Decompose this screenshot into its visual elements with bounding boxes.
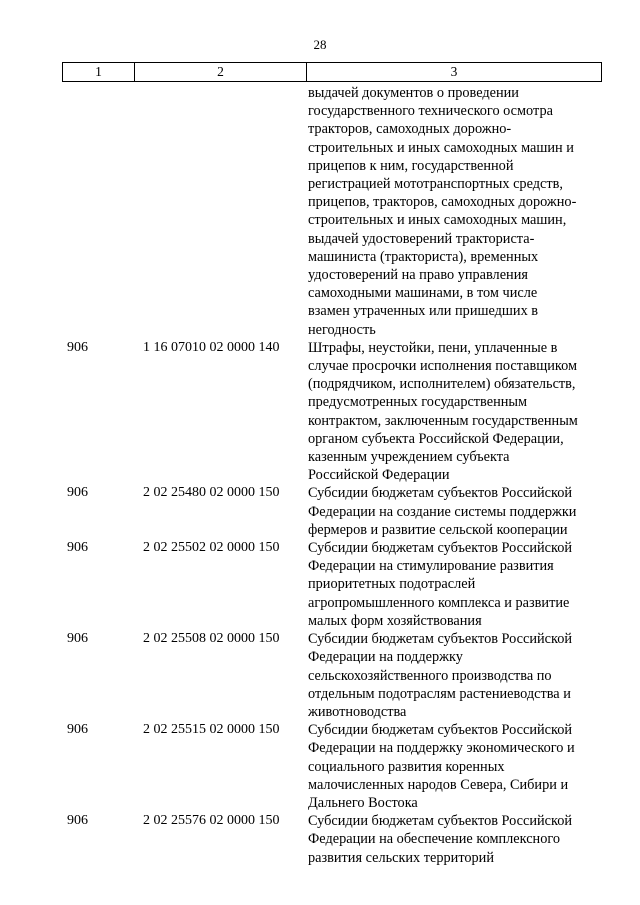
description-line: Субсидии бюджетам субъектов Российской	[308, 722, 573, 739]
description-line: отдельным подотраслям растениеводства и	[308, 685, 571, 702]
table-row	[0, 630, 640, 721]
description-line: Российской Федерации	[308, 467, 450, 484]
budget-code-cell: 2 02 25480 02 0000 150	[143, 485, 280, 501]
column-header-row	[63, 63, 602, 82]
description-cell	[308, 812, 600, 867]
description-line: регистрацией мототранспортных средств,	[308, 176, 563, 193]
description-line: тракторов, самоходных дорожно-	[308, 121, 512, 138]
budget-code-cell: 1 16 07010 02 0000 140	[143, 339, 280, 355]
description-line: органом субъекта Российской Федерации,	[308, 430, 564, 447]
description-cell	[308, 630, 600, 721]
description-line: Федерации на создание системы поддержки	[308, 503, 577, 520]
page-number: 28	[313, 37, 327, 52]
admin-code-cell: 906	[67, 485, 88, 501]
description-line: удостоверений на право управления	[308, 267, 528, 284]
description-line: казенным учреждением субъекта	[308, 449, 510, 466]
description-line: выдачей документов о проведении	[308, 85, 519, 101]
description-line: социального развития коренных	[308, 758, 505, 775]
table-row	[0, 484, 640, 539]
description-line: малых форм хозяйствования	[308, 612, 482, 629]
table-row	[0, 339, 640, 485]
description-line: агропромышленного комплекса и развитие	[308, 594, 570, 611]
column-header-2: 2	[135, 63, 307, 82]
description-line: предусмотренных государственным	[308, 394, 528, 411]
description-line: Субсидии бюджетам субъектов Российской	[308, 540, 573, 557]
description-line: выдачей удостоверений тракториста-	[308, 230, 535, 247]
description-line: прицепов, тракторов, самоходных дорожно-	[308, 194, 577, 211]
description-line: приоритетных подотраслей	[308, 576, 476, 593]
column-header-table	[62, 62, 602, 82]
budget-code-cell: 2 02 25508 02 0000 150	[143, 631, 280, 647]
budget-code-cell: 2 02 25515 02 0000 150	[143, 722, 280, 738]
description-line: взамен утраченных или пришедших в	[308, 303, 539, 320]
description-cell	[308, 484, 600, 539]
description-line: Субсидии бюджетам субъектов Российской	[308, 485, 573, 502]
description-cell	[308, 721, 600, 812]
table-row	[0, 84, 640, 339]
description-line: сельскохозяйственного производства по	[308, 667, 552, 684]
description-line: фермеров и развитие сельской кооперации	[308, 521, 568, 538]
description-cell	[308, 339, 600, 485]
description-line: строительных и иных самоходных машин,	[308, 212, 567, 229]
description-line: развития сельских территорий	[308, 849, 494, 866]
table-body	[0, 84, 640, 867]
description-line: Федерации на поддержку экономического и	[308, 740, 575, 757]
description-cell	[308, 84, 600, 339]
description-line: Субсидии бюджетам субъектов Российской	[308, 631, 573, 648]
admin-code-cell: 906	[67, 722, 88, 738]
description-line: Субсидии бюджетам субъектов Российской	[308, 813, 573, 830]
description-line: самоходными машинами, в том числе	[308, 285, 538, 302]
description-line: Федерации на стимулирование развития	[308, 558, 554, 575]
admin-code-cell: 906	[67, 540, 88, 556]
description-line: Федерации на поддержку	[308, 649, 463, 666]
description-line: контрактом, заключенным государственным	[308, 412, 578, 429]
description-line: строительных и иных самоходных машин и	[308, 139, 574, 156]
description-cell	[308, 539, 600, 630]
admin-code-cell: 906	[67, 631, 88, 647]
table-row	[0, 539, 640, 630]
table-row	[0, 812, 640, 867]
admin-code-cell: 906	[67, 813, 88, 829]
column-header-3: 3	[307, 63, 602, 82]
description-line: Федерации на обеспечение комплексного	[308, 831, 561, 848]
description-line: Дальнего Востока	[308, 794, 418, 811]
description-line: животноводства	[308, 703, 407, 720]
table-row	[0, 721, 640, 812]
budget-code-cell: 2 02 25576 02 0000 150	[143, 813, 280, 829]
description-line: малочисленных народов Севера, Сибири и	[308, 776, 569, 793]
description-line: Штрафы, неустойки, пени, уплаченные в	[308, 339, 558, 356]
description-line: прицепов к ним, государственной	[308, 157, 514, 174]
column-header-1: 1	[63, 63, 135, 82]
admin-code-cell: 906	[67, 339, 88, 355]
description-line: государственного технического осмотра	[308, 103, 553, 120]
description-line: (подрядчиком, исполнителем) обязательств,	[308, 376, 576, 393]
description-line: машиниста (тракториста), временных	[308, 248, 539, 265]
budget-code-cell: 2 02 25502 02 0000 150	[143, 540, 280, 556]
description-line: негодность	[308, 321, 376, 338]
description-line: случае просрочки исполнения поставщиком	[308, 358, 578, 375]
